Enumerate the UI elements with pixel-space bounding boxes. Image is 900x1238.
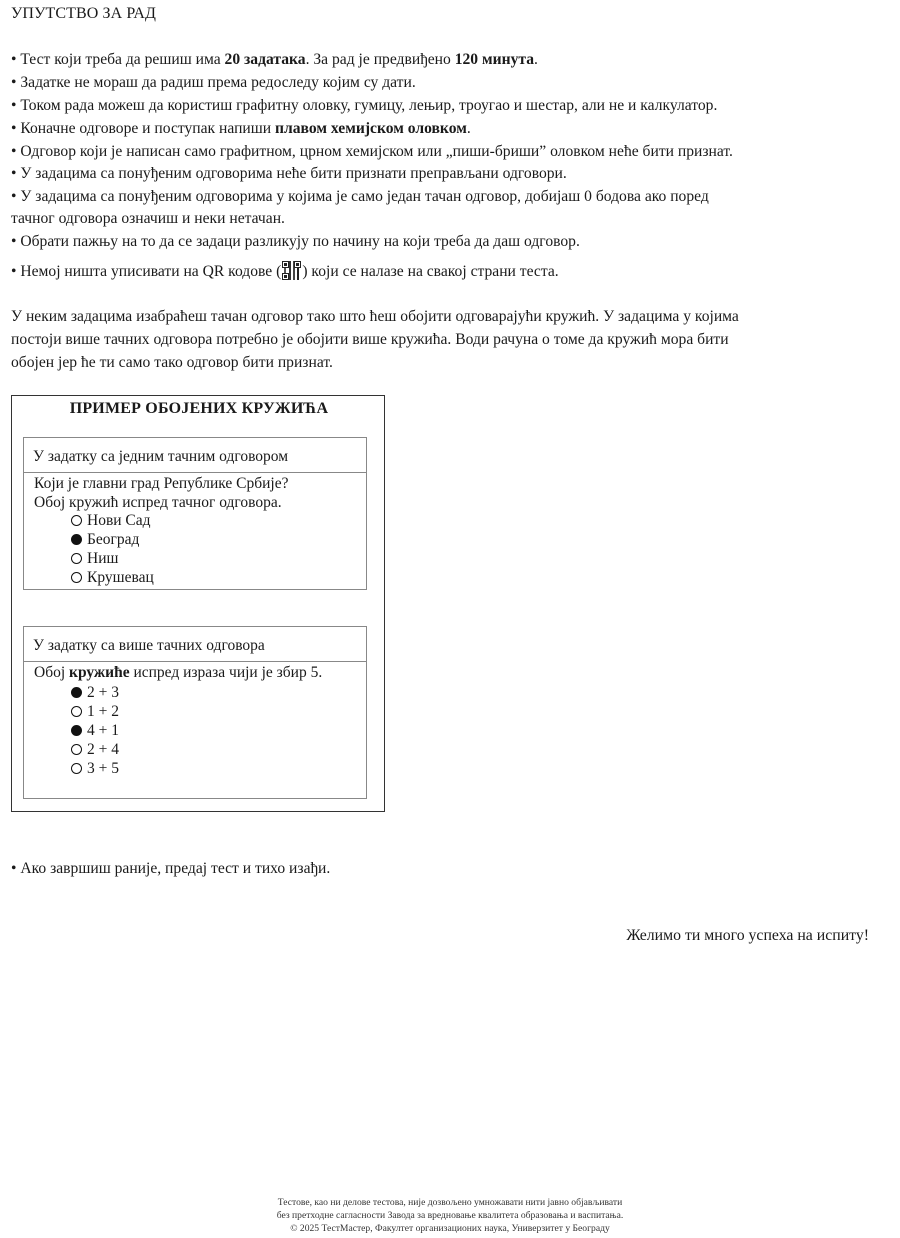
instruction-line [11, 142, 733, 162]
good-luck-message: Желимо ти много успеха на испиту! [626, 927, 869, 944]
single-answer-question [34, 475, 288, 512]
option-label: Нови Сад [87, 512, 151, 529]
instruction-emphasis: плавом хемијском оловком [275, 120, 467, 137]
instruction-text: • У задацима са понуђеним одговорима у којима је само један тачан одговор, добијаш 0 бодова ако поред [11, 188, 709, 205]
instruction-emphasis: 120 минута [454, 51, 535, 68]
instruction-text: • Задатке не мораш да радиш према редоследу којим су дати. [11, 74, 416, 91]
option-label: Ниш [87, 550, 119, 567]
multiple-answer-example [23, 626, 367, 799]
answer-option [71, 721, 119, 740]
footer-line: без претходне сагласности Завода за вредновање квалитета образовања и васпитања. [276, 1210, 624, 1221]
empty-circle-icon [71, 744, 82, 755]
empty-circle-icon [71, 763, 82, 774]
option-label: Београд [87, 531, 140, 548]
answer-option [71, 683, 119, 702]
option-label: 4 + 1 [87, 722, 119, 739]
instruction-text: • Коначне одговоре и поступак напиши [11, 120, 276, 137]
question-post: испред израза чији је збир 5. [129, 664, 323, 681]
empty-circle-icon [71, 515, 82, 526]
footer-line: © 2025 ТестМастер, Факултет организационих наука, Универзитет у Београду [290, 1223, 610, 1234]
question-bold: кружиће [69, 664, 130, 681]
question-pre: Обој [34, 664, 70, 681]
instruction-line [11, 209, 285, 229]
instruction-text: • Немој ништа уписивати на QR кодове ( [11, 263, 282, 280]
instruction-text: . [534, 51, 538, 68]
single-answer-options [71, 511, 154, 587]
question-line: Који је главни град Републике Србије? [34, 475, 289, 492]
multiple-answer-options [71, 683, 119, 778]
option-label: 1 + 2 [87, 703, 119, 720]
answer-option [71, 568, 154, 587]
answer-option [71, 530, 154, 549]
instruction-emphasis: 20 задатака [224, 51, 306, 68]
instruction-text: тачног одговора означиш и неки нетачан. [11, 210, 285, 227]
empty-circle-icon [71, 553, 82, 564]
answer-option [71, 549, 154, 568]
option-label: 2 + 4 [87, 741, 119, 758]
instruction-line [11, 96, 717, 116]
instruction-line [11, 119, 471, 139]
empty-circle-icon [71, 706, 82, 717]
page-heading: УПУТСТВО ЗА РАД [11, 5, 157, 22]
option-label: Крушевац [87, 569, 154, 586]
paragraph-line: обојен јер ће ти само тако одговор бити признат. [11, 354, 333, 371]
instruction-text: • Одговор који је написан само графитном, црном хемијском или „пиши-бриши” оловком неће бити признат. [11, 143, 733, 160]
footer-line: Тестове, као ни делове тестова, није дозвољено умножавати нити јавно објављивати [277, 1197, 623, 1208]
option-label: 2 + 3 [87, 684, 119, 701]
paragraph-line: У неким задацима изабраћеш тачан одговор тако што ћеш обојити одговарајући кружић. У задацима у којима [11, 308, 739, 325]
instruction-line [11, 187, 709, 207]
instruction-line [11, 164, 567, 184]
multiple-answer-header: У задатку са више тачних одговора [24, 627, 366, 662]
bubble-explanation-paragraph [11, 305, 881, 374]
filled-circle-icon [71, 725, 82, 736]
instruction-text: ) који се налазе на свакој страни теста. [302, 263, 559, 280]
answer-option [71, 759, 119, 778]
empty-circle-icon [71, 572, 82, 583]
answer-option [71, 702, 119, 721]
instruction-text: • Обрати пажњу на то да се задаци разликују по начину на који треба да даш одговор. [11, 233, 580, 250]
instruction-text: • Током рада можеш да користиш графитну оловку, гумицу, лењир, троугао и шестар, али не и калкулатор. [11, 97, 718, 114]
single-answer-header: У задатку са једним тачним одговором [24, 438, 366, 473]
instruction-line [11, 50, 538, 70]
copyright-footer [0, 1196, 900, 1235]
instruction-line [11, 232, 580, 252]
question-line: Обој кружић испред тачног одговора. [34, 493, 282, 511]
instruction-text: . За рад је предвиђено [305, 51, 455, 68]
option-label: 3 + 5 [87, 760, 119, 777]
answer-option [71, 511, 154, 530]
instruction-text: • Тест који треба да решиш има [11, 51, 225, 68]
qr-code-icon [282, 261, 301, 280]
instruction-text: • У задацима са понуђеним одговорима неће бити признати преправљани одговори. [11, 165, 567, 182]
paragraph-line: постоји више тачних одговора потребно је обојити више кружића. Води рачуна о томе да кружић мора бити [11, 331, 729, 348]
final-instruction: • Ако завршиш раније, предај тест и тихо изађи. [11, 860, 331, 877]
filled-circle-icon [71, 687, 82, 698]
instruction-line [11, 261, 559, 282]
answer-option [71, 740, 119, 759]
instruction-line [11, 73, 416, 93]
single-answer-example [23, 437, 367, 590]
multiple-answer-question [34, 664, 322, 683]
filled-circle-icon [71, 534, 82, 545]
example-title: ПРИМЕР ОБОЈЕНИХ КРУЖИЋА [69, 400, 329, 417]
instruction-text: . [466, 120, 471, 137]
